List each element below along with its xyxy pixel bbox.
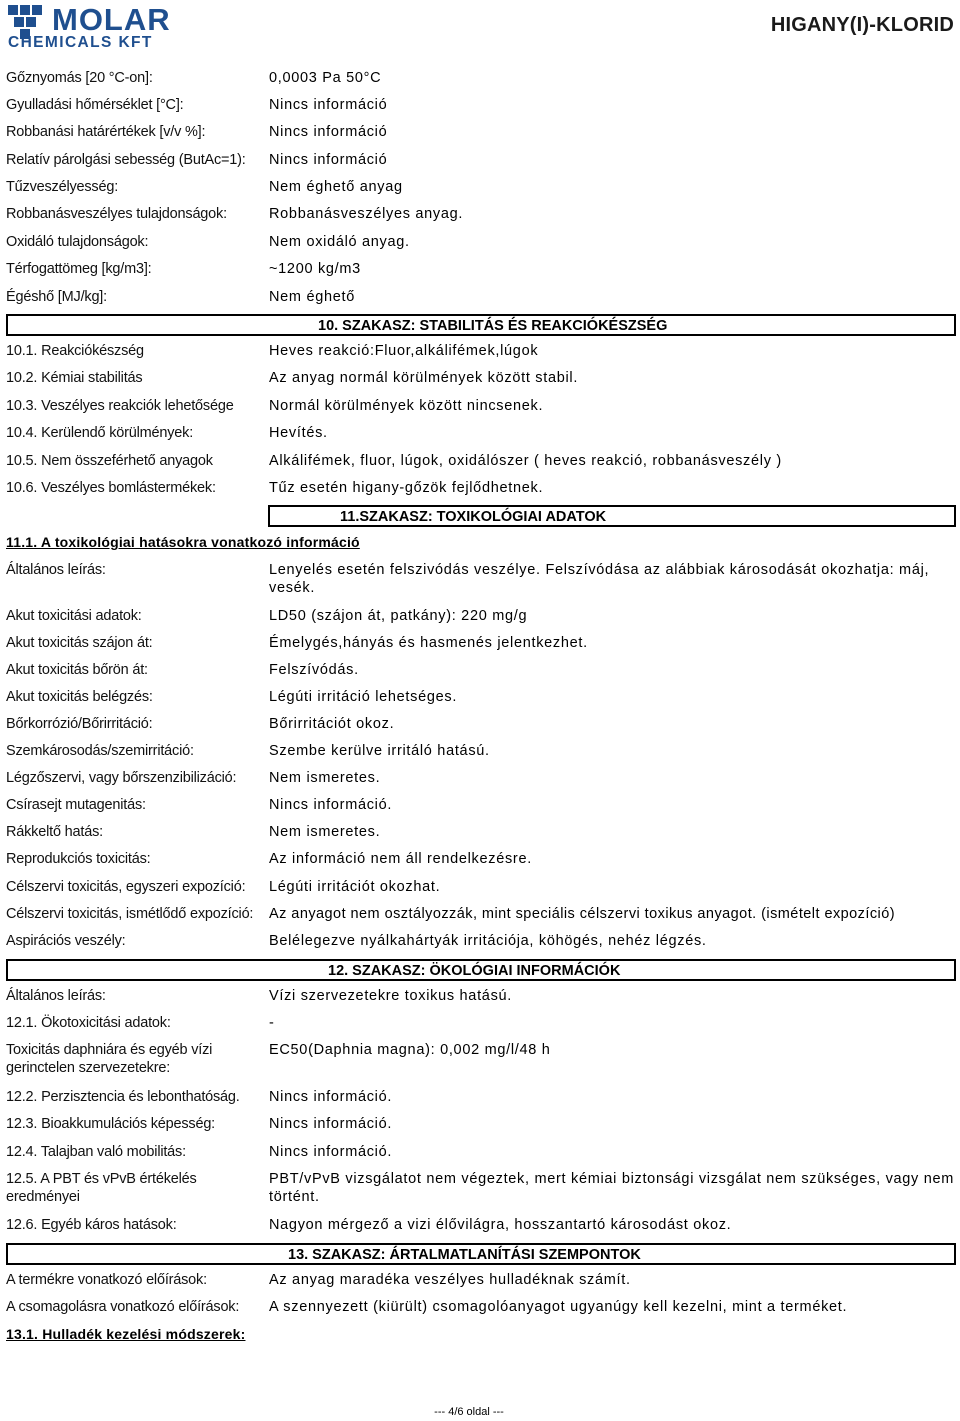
property-value: Nincs információ xyxy=(269,97,388,113)
row-label: Akut toxicitási adatok: xyxy=(6,608,142,624)
section-12-header xyxy=(6,959,956,981)
property-value: ~1200 kg/m3 xyxy=(269,261,361,277)
row-label: Légzőszervi, vagy bőrszenzibilizáció: xyxy=(6,770,237,786)
section-title: 12. SZAKASZ: ÖKOLÓGIAI INFORMÁCIÓK xyxy=(328,963,621,979)
row-value: PBT/vPvB vizsgálatot nem végeztek, mert kémiai biztonsági vizsgálat nem szükséges, vagy nem történt. xyxy=(269,1171,955,1205)
row-label: Célszervi toxicitás, ismétlődő expozíció: xyxy=(6,906,254,922)
row-label: 12.1. Ökotoxicitási adatok: xyxy=(6,1015,171,1031)
row-label: Akut toxicitás szájon át: xyxy=(6,635,153,651)
property-value: Nincs információ xyxy=(269,152,388,168)
row-value: EC50(Daphnia magna): 0,002 mg/l/48 h xyxy=(269,1042,551,1058)
row-value: - xyxy=(269,1015,275,1031)
property-label: Tűzveszélyesség: xyxy=(6,179,119,195)
row-value: Légúti irritációt okozhat. xyxy=(269,879,441,895)
property-value: Nem oxidáló anyag. xyxy=(269,234,410,250)
section-title: 10. SZAKASZ: STABILITÁS ÉS REAKCIÓKÉSZSÉG xyxy=(318,318,668,334)
row-label: 12.4. Talajban való mobilitás: xyxy=(6,1144,186,1160)
row-label: Célszervi toxicitás, egyszeri expozíció: xyxy=(6,879,246,895)
document-title: HIGANY(I)-KLORID xyxy=(770,14,954,36)
row-label: 10.2. Kémiai stabilitás xyxy=(6,370,143,386)
row-value: Alkálifémek, fluor, lúgok, oxidálószer ( heves reakció, robbanásveszély ) xyxy=(269,453,782,469)
row-value: Az információ nem áll rendelkezésre. xyxy=(269,851,532,867)
brand-bottom-text: CHEMICALS KFT xyxy=(8,34,153,48)
property-label: Térfogattömeg [kg/m3]: xyxy=(6,261,152,277)
row-label: Csírasejt mutagenitás: xyxy=(6,797,146,813)
property-value: Nem éghető xyxy=(269,289,355,305)
section-title: 11.SZAKASZ: TOXIKOLÓGIAI ADATOK xyxy=(340,509,607,525)
row-label: Akut toxicitás bőrön át: xyxy=(6,662,148,678)
property-value: 0,0003 Pa 50°C xyxy=(269,70,382,86)
logo-graphic xyxy=(8,2,224,48)
row-value: Belélegezve nyálkahártyák irritációja, köhögés, nehéz légzés. xyxy=(269,933,707,949)
row-value: Az anyag normál körülmények között stabil. xyxy=(269,370,579,386)
row-label: Toxicitás daphniára és egyéb vízi gerinctelen szervezetekre: xyxy=(6,1042,213,1076)
section-13-header xyxy=(6,1243,956,1265)
property-value: Robbanásveszélyes anyag. xyxy=(269,206,464,222)
subsection-heading: 11.1. A toxikológiai hatásokra vonatkozó információ xyxy=(6,534,360,550)
property-label: Gőznyomás [20 °C-on]: xyxy=(6,70,153,86)
row-label: 12.6. Egyéb káros hatások: xyxy=(6,1217,177,1233)
row-label: 10.3. Veszélyes reakciók lehetősége xyxy=(6,398,234,414)
row-label: 12.5. A PBT és vPvB értékelés eredményei xyxy=(6,1171,197,1205)
row-value: Nem ismeretes. xyxy=(269,770,381,786)
row-value: Az anyagot nem osztályozzák, mint speciális célszervi toxikus anyagot. (ismételt expozíció) xyxy=(269,906,896,922)
row-value: Nincs információ. xyxy=(269,1089,393,1105)
row-value: Hevítés. xyxy=(269,425,328,441)
property-label: Gyulladási hőmérséklet [°C]: xyxy=(6,97,184,113)
row-label: Általános leírás: xyxy=(6,988,106,1004)
property-value: Nem éghető anyag xyxy=(269,179,403,195)
row-value: Émelygés,hányás és hasmenés jelentkezhet. xyxy=(269,635,588,651)
row-value: Az anyag maradéka veszélyes hulladéknak számít. xyxy=(269,1272,631,1288)
section-11-header xyxy=(268,505,956,527)
row-value: Nincs információ. xyxy=(269,1144,393,1160)
row-value: Tűz esetén higany-gőzök fejlődhetnek. xyxy=(269,480,544,496)
row-value: Nincs információ. xyxy=(269,797,393,813)
row-value: Normál körülmények között nincsenek. xyxy=(269,398,544,414)
molar-chemicals-logo xyxy=(8,2,224,48)
row-label: A csomagolásra vonatkozó előírások: xyxy=(6,1299,240,1315)
property-label: Robbanási határértékek [v/v %]: xyxy=(6,124,206,140)
row-label: 12.2. Perzisztencia és lebonthatóság. xyxy=(6,1089,240,1105)
row-value: Lenyelés esetén felszivódás veszélye. Felszívódása az alábbiak károsodását okozhatja: máj, vesék. xyxy=(269,562,930,596)
brand-top-text: MOLAR xyxy=(52,2,171,37)
row-label: 10.6. Veszélyes bomlástermékek: xyxy=(6,480,216,496)
row-value: A szennyezett (kiürült) csomagolóanyagot ugyanúgy kell kezelni, mint a terméket. xyxy=(269,1299,848,1315)
section-title: 13. SZAKASZ: ÁRTALMATLANÍTÁSI SZEMPONTOK xyxy=(288,1247,641,1263)
row-label: Szemkárosodás/szemirritáció: xyxy=(6,743,194,759)
row-value: Felszívódás. xyxy=(269,662,359,678)
row-value: Vízi szervezetekre toxikus hatású. xyxy=(269,988,513,1004)
row-label: 10.4. Kerülendő körülmények: xyxy=(6,425,194,441)
row-value: Nincs információ. xyxy=(269,1116,393,1132)
row-value: Heves reakció:Fluor,alkálifémek,lúgok xyxy=(269,343,539,359)
row-value: Szembe kerülve irritáló hatású. xyxy=(269,743,490,759)
row-value: Nem ismeretes. xyxy=(269,824,381,840)
row-label: 10.5. Nem összeférhető anyagok xyxy=(6,453,213,469)
row-label: Akut toxicitás belégzés: xyxy=(6,689,153,705)
row-value: Légúti irritáció lehetséges. xyxy=(269,689,458,705)
row-label: A termékre vonatkozó előírások: xyxy=(6,1272,207,1288)
property-label: Égéshő [MJ/kg]: xyxy=(6,289,107,305)
property-label: Oxidáló tulajdonságok: xyxy=(6,234,149,250)
property-label: Robbanásveszélyes tulajdonságok: xyxy=(6,206,227,222)
row-label: 12.3. Bioakkumulációs képesség: xyxy=(6,1116,216,1132)
property-label: Relatív párolgási sebesség (ButAc=1): xyxy=(6,152,246,168)
page-number: --- 4/6 oldal --- xyxy=(434,1406,504,1418)
row-value: Bőrirritációt okoz. xyxy=(269,716,395,732)
page-footer xyxy=(0,1406,960,1418)
property-value: Nincs információ xyxy=(269,124,388,140)
row-label: Aspirációs veszély: xyxy=(6,933,126,949)
row-value: LD50 (szájon át, patkány): 220 mg/g xyxy=(269,608,528,624)
row-value: Nagyon mérgező a vizi élővilágra, hosszantartó károsodást okoz. xyxy=(269,1217,732,1233)
subsection-heading: 13.1. Hulladék kezelési módszerek: xyxy=(6,1326,246,1342)
row-label: Rákkeltő hatás: xyxy=(6,824,103,840)
row-label: Bőrkorrózió/Bőrirritáció: xyxy=(6,716,153,732)
row-label: Reprodukciós toxicitás: xyxy=(6,851,151,867)
row-label: Általános leírás: xyxy=(6,562,106,578)
section-10-header xyxy=(6,314,956,336)
row-label: 10.1. Reakciókészség xyxy=(6,343,144,359)
